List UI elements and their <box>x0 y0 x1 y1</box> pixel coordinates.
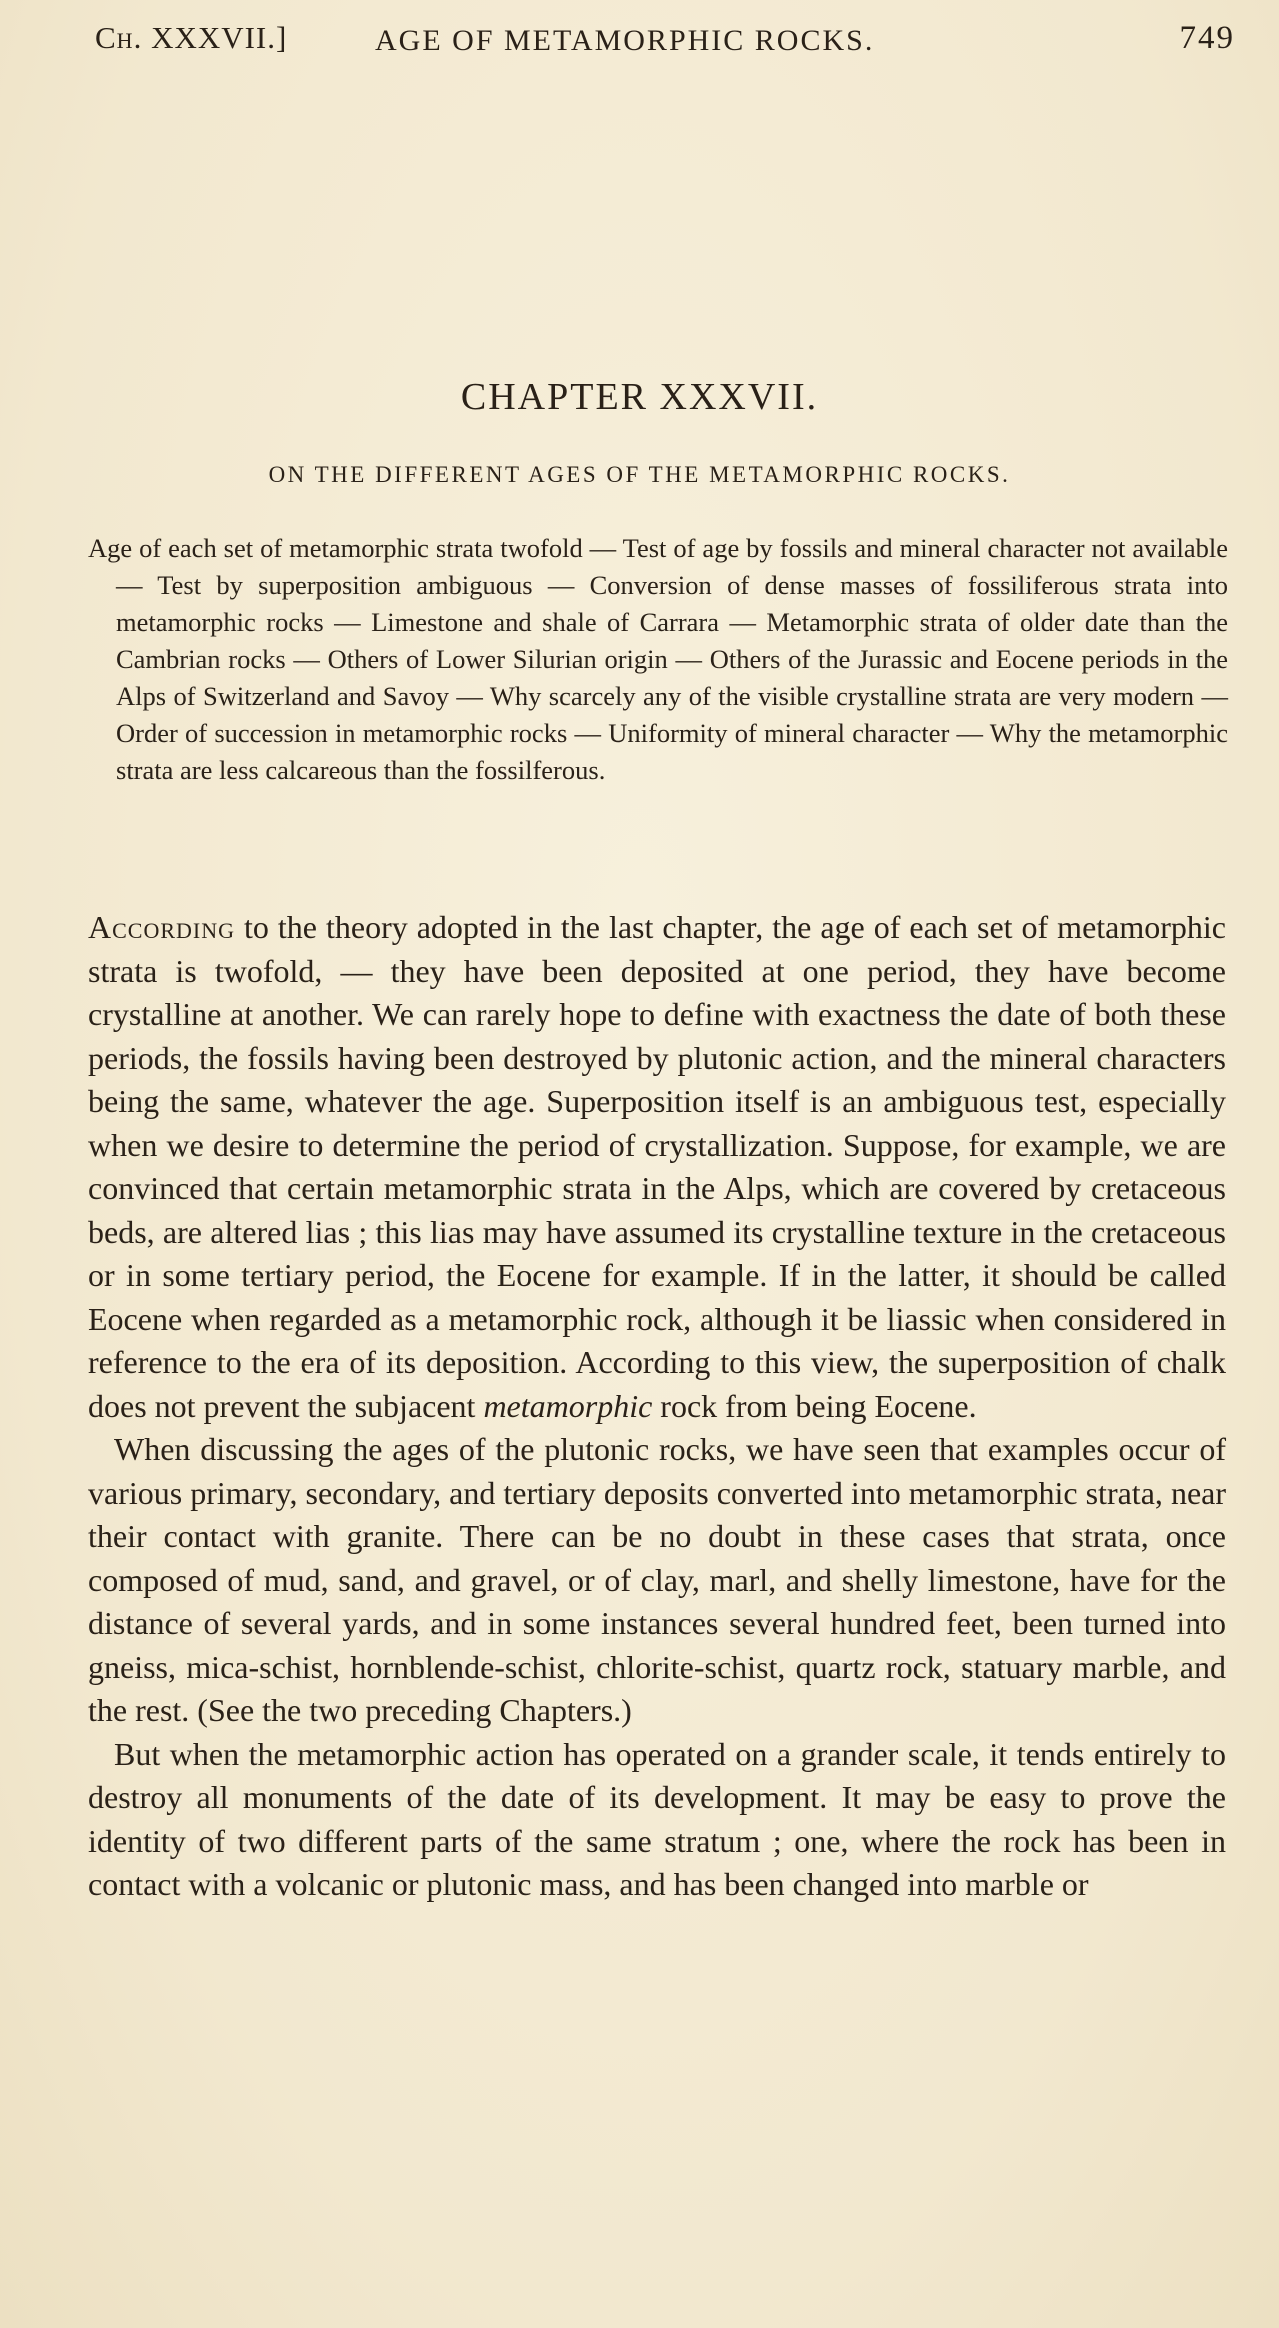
chapter-title: CHAPTER XXXVII. <box>460 376 819 418</box>
running-title: AGE OF METAMORPHIC ROCKS. <box>375 24 875 57</box>
paragraph-3: But when the metamorphic action has operated on a grander scale, it tends entirely to destroy all monuments of the date of its development. It may be easy to prove the identity of two different parts of the same stratum ; one, where the rock has been in contact with a volcanic or plutonic mass, and has been changed into marble or <box>88 1735 1226 1902</box>
paragraph-1-text: to the theory adopted in the last chapter, the age of each set of metamorphic strata is twofold, — they have been deposited at one period, they have become crystalline at another. We can rarely hope to define with exactness the date of both these periods, the fossils having been destroyed by plutonic action, and the mineral characters being the same, whatever the age. Superposition itself is an ambiguous test, especially when we desire to determine the period of crystallization. Suppose, for example, we are convinced that certain metamorphic strata in the Alps, which are covered by cretaceous beds, are altered lias ; this lias may have assumed its crystalline texture in the cretaceous or in some tertiary period, the Eocene for example. If in the latter, it should be called Eocene when regarded as a metamorphic rock, although it be liassic when considered in reference to the era of its deposition. According to this view, the superposition of chalk does not prevent the subjacent <box>88 909 1226 1424</box>
paragraph-1-end: rock from being Eocene. <box>652 1387 977 1424</box>
running-head <box>95 20 1235 60</box>
summary-text: Age of each set of metamorphic strata twofold — Test of age by fossils and mineral character not available — Test by superposition ambiguous — Conversion of dense masses of fossiliferous strata into metamorphic rocks — Limestone and shale of Carrara — Metamorphic strata of older date than the Cambrian rocks — Others of Lower Silurian origin — Others of the Jurassic and Eocene periods in the Alps of Switzerland and Savoy — Why scarcely any of the visible crystalline strata are very modern — Order of succession in metamorphic rocks — Uniformity of mineral character — Why the metamorphic strata are less calcareous than the fossilferous. <box>88 533 1228 785</box>
chapter-summary <box>88 530 1228 789</box>
body-text <box>88 906 1226 1907</box>
paragraph-1-italic: metamorphic <box>483 1387 653 1424</box>
chapter-reference: Ch. XXXVII.] <box>95 20 288 55</box>
paragraph-1 <box>88 906 1226 1428</box>
page-number: 749 <box>1179 20 1235 56</box>
chapter-subtitle: ON THE DIFFERENT AGES OF THE METAMORPHIC ROCKS. <box>268 462 1011 487</box>
paragraph-1-lead: According <box>88 909 236 945</box>
paragraph-2: When discussing the ages of the plutonic rocks, we have seen that examples occur of various primary, secondary, and tertiary deposits converted into metamorphic strata, near their contact with granite. There can be no doubt in these cases that strata, once composed of mud, sand, and gravel, or of clay, marl, and shelly limestone, have for the distance of several yards, and in some instances several hundred feet, been turned into gneiss, mica-schist, hornblende-schist, chlorite-schist, quartz rock, statuary marble, and the rest. (See the two preceding Chapters.) <box>88 1431 1226 1728</box>
